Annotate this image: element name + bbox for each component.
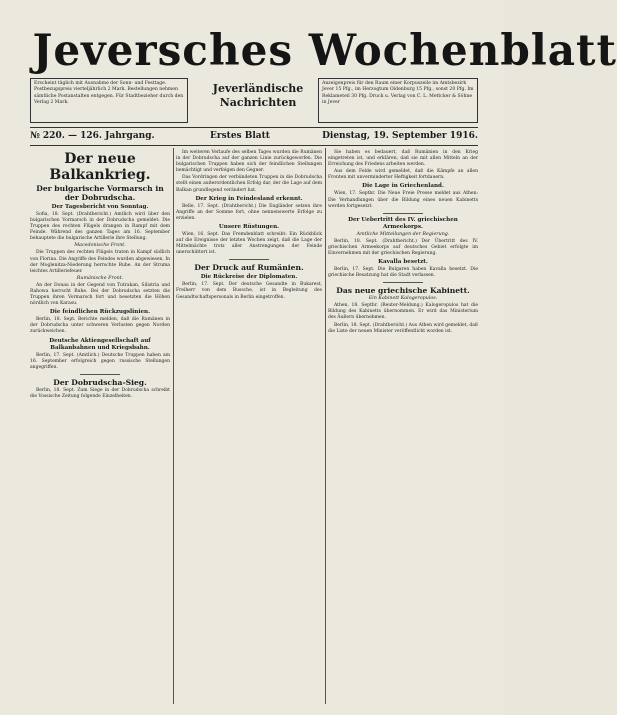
- section-heading: Kavalla besetzt.: [378, 259, 428, 266]
- article-paragraph: Berlin, 18. Sept. (Drahtbericht.) Aus Athen wird gemeldet, daß die Liste der neuen Minister veröffentlicht worden ist.: [328, 322, 478, 334]
- article-paragraph: Aus dem Felde wird gemeldet, daß die Kämpfe an allen Fronten mit unverminderter Heftigkeit fortdauern.: [328, 169, 478, 181]
- dateline: [30, 130, 478, 144]
- headline-sub: Der bulgarische Vormarsch in der Dobrudscha.: [36, 184, 164, 202]
- column-2: [176, 150, 322, 702]
- subtitle-line-1: Jeverländische: [212, 82, 304, 95]
- section-heading: Amtliche Mitteilungen der Regierung.: [356, 231, 450, 237]
- column-separator-2: [325, 148, 326, 704]
- section-heading: Rumänische Front.: [76, 275, 124, 281]
- section-heading: Der Dobrudscha-Sieg.: [53, 377, 147, 387]
- article-paragraph: Belle, 17. Sept. (Drahtbericht.) Die Engländer setzen ihre Angriffe an der Somme fort, ohne nennenswerte Erfolge zu erzielen.: [176, 203, 322, 221]
- info-row: [30, 78, 478, 124]
- divider: [383, 213, 423, 214]
- article-paragraph: Berlin, 17. Sept. (Amtlich.) Deutsche Truppen haben am 16. September erfolgreich gegen russische Stellungen angegriffen.: [30, 352, 170, 370]
- article-paragraph: Sofia, 18. Sept. (Drahtbericht.) Amtlich wird über den bulgarischen Vormarsch in der Dobrudscha gemeldet: Die Truppen des rechten Flügels drangen in Rampf mit dem Feinde. Während des ganzen Tages am 16. September behauptete die bulgarische Artillerie ihre Stellung.: [30, 212, 170, 242]
- sheet-label: Erstes Blatt: [210, 131, 270, 141]
- section-heading: Der Tagesbericht von Sonntag.: [51, 204, 149, 210]
- masthead-title: Jeversches Wochenblatt: [32, 26, 617, 76]
- article-paragraph: Wien, 17. Septbr. Die Neue Freie Presse meldet aus Athen: Die Verhandlungen über die Bildung eines neuen Kabinetts werden fortgesetzt.: [328, 191, 478, 209]
- bottom-rule: [30, 145, 478, 146]
- article-paragraph: Im weiteren Verlaufe des selben Tages wurden die Rumänen in der Dobrudscha auf der ganzen Linie zurückgeworfen. Die bulgarischen Truppen haben sich der feindlichen Stellungen bemächtigt und verfolgen den Gegner.: [176, 150, 322, 174]
- issue-date: Dienstag, 19. September 1916.: [322, 131, 478, 141]
- column-3: [328, 150, 478, 702]
- column-separator-1: [173, 148, 174, 704]
- subtitle-block: [206, 82, 310, 110]
- divider: [229, 259, 269, 260]
- top-rule: [30, 127, 478, 128]
- section-heading: Das neue griechische Kabinett.: [336, 286, 470, 296]
- article-paragraph: Berlin, 18. Sept. Berichte melden, daß die Rumänen in der Dobrudscha unter schweren Verlusten gegen Norden zurückweichen.: [30, 317, 170, 335]
- article-paragraph: Berlin, 17. Sept. Die Bulgaren haben Kavalla besetzt. Die griechische Besatzung hat die Stadt verlassen.: [328, 267, 478, 279]
- divider: [383, 282, 423, 283]
- article-paragraph: Sie haben es bedauert, daß Rumänien in den Krieg eingetreten ist, und erklären, daß sie mit allen Mitteln an der Erreichung des Friedens arbeiten werden.: [328, 150, 478, 168]
- article-paragraph: Berlin, 18. Sept. Zum Siege in der Dobrudscha schreibt die Vossische Zeitung folgende Einzelheiten.: [30, 387, 170, 399]
- section-heading: Die Lage in Griechenland.: [362, 183, 444, 190]
- article-paragraph: Die Truppen des rechten Flügels traten in Kampf südlich von Florina. Die Angriffe des Feindes wurden abgewiesen. In der Moglenitza-Niederung herrschte Ruhe. An der Struma leichtes Artilleriefeuer.: [30, 250, 170, 274]
- section-heading: Deutsche Aktiengesellschaft auf Balkanbahnen und Kriegsbahn.: [49, 337, 151, 351]
- section-heading: Die feindlichen Rückzugslinien.: [49, 309, 151, 316]
- main-headline: Der neue Balkankrieg.: [49, 151, 151, 183]
- article-paragraph: Berlin, 18. Sept. (Drahtbericht.) Der Übertritt des IV. griechischen Armeekorps auf deutsches Gebiet erfolgte im Einvernehmen mit der griechischen Regierung.: [328, 238, 478, 256]
- subtitle-line-2: Nachrichten: [219, 96, 297, 109]
- section-heading: Der Druck auf Rumänien.: [194, 263, 304, 273]
- divider: [80, 374, 120, 375]
- article-paragraph: Das Vordringen der verbündeten Truppen in die Dobrudscha stellt einen außerordentlichen Erfolg dar, der die Lage auf dem Balkan grundlegend verändert hat.: [176, 175, 322, 193]
- advertising-info-box: Anzeigenpreis für den Raum einer Korpuszeile im Amtsbezirk Jever 15 Pfg., im Herzogtum Oldenburg 15 Pfg., sonst 20 Pfg. Im Reklameteil 30 Pfg. Druck u. Verlag von C. L. Mettcker & Söhne in Jever: [318, 78, 478, 123]
- article-paragraph: Berlin, 17. Sept. Der deutsche Gesandte in Bukarest, Freiherr von dem Bussche, ist in Begleitung des Gesandtschaftspersonals in Berlin eingetroffen.: [176, 282, 322, 300]
- article-paragraph: Athen, 18. Septbr. (Reuter-Meldung.) Kalogeropulos hat die Bildung des Kabinetts übernommen. Er wird das Ministerium des Äußern übernehmen.: [328, 303, 478, 321]
- column-1: [30, 150, 170, 702]
- issue-number: № 220. — 126. Jahrgang.: [30, 131, 155, 141]
- section-heading: Die Rückreise der Diplomaten.: [200, 274, 298, 281]
- section-heading: Der Krieg in Feindesland erkennt.: [195, 195, 303, 202]
- article-paragraph: An der Donau in der Gegend von Tutrakan, Silistria und Rahowa herrscht Ruhe. Bei der Dobrudscha setzten die Truppen ihren Vormarsch fort und besetzten die Höhen nördlich von Karasu.: [30, 282, 170, 307]
- section-heading: Macedonische Front.: [74, 243, 126, 249]
- subscription-info-box: Erscheint täglich mit Ausnahme der Sonn- und Festtage. Postbezugspreis vierteljährlich 2 Mark. Bestellungen nehmen sämtliche Postanstalten entgegen. Für Stadtbezieher durch den Verlag 2 Mark.: [30, 78, 188, 123]
- article-paragraph: Wien, 16. Sept. Das Fremdenblatt schreibt: Ein Rückblick auf die Ereignisse der letzten Wochen zeigt, daß die Lage der Mittelmächte trotz aller Anstrengungen der Feinde unerschüttert ist.: [176, 231, 322, 256]
- section-heading: Ein Kabinett Kalogeropulos.: [368, 296, 438, 302]
- section-heading: Der Uebertritt des IV. griechischen Armeekorps.: [348, 216, 458, 230]
- section-heading: Unsere Rüstungen.: [218, 223, 280, 230]
